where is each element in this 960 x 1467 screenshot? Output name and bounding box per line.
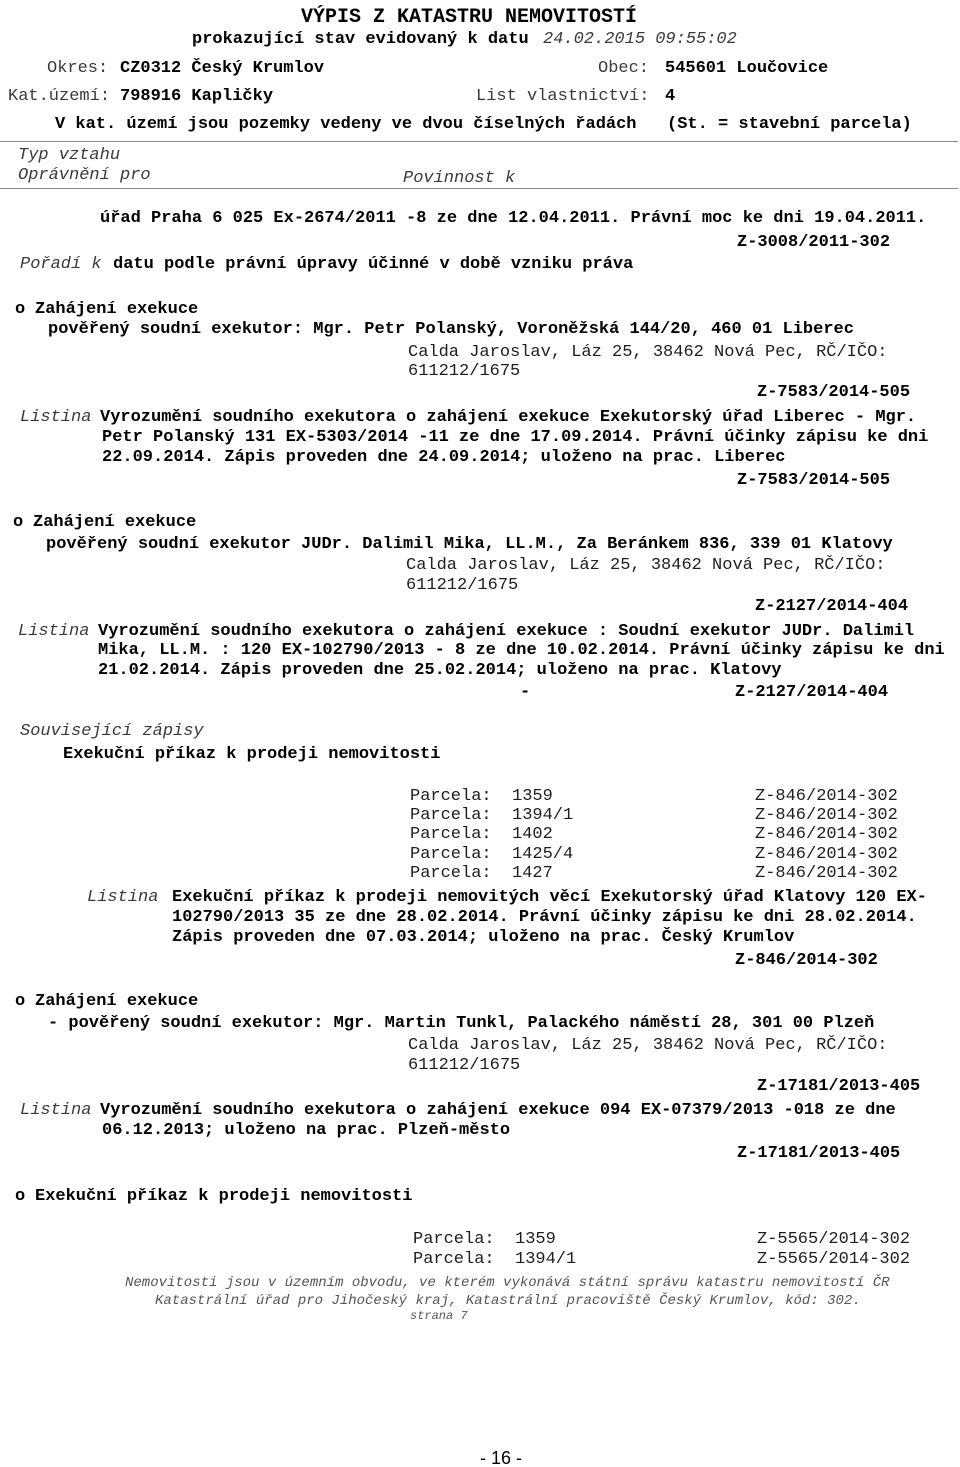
- parcel-number: 1394/1: [512, 806, 574, 825]
- reference-number: Z-7583/2014-505: [737, 471, 891, 490]
- entry-party-id: 611212/1675: [408, 362, 521, 381]
- parcel-label: Parcela:: [410, 825, 492, 844]
- column-povinnost-k: Povinnost k: [403, 169, 516, 188]
- numbering-legend: (St. = stavební parcela): [667, 115, 912, 134]
- parcel-number: 1359: [512, 787, 553, 806]
- obec-label: Obec:: [598, 59, 650, 78]
- listina-label: Listina: [20, 408, 92, 427]
- reference-number: Z-2127/2014-404: [755, 597, 909, 616]
- parcel-number: 1394/1: [515, 1250, 577, 1269]
- listina-line: 22.09.2014. Zápis proveden dne 24.09.2014; uloženo na prac. Liberec: [102, 448, 786, 467]
- listina-line: Vyrozumění soudního exekutora o zahájení exekuce 094 EX-07379/2013 -018 ze dne: [100, 1101, 896, 1120]
- page-number: - 16 -: [480, 1448, 523, 1467]
- parcel-ref: Z-846/2014-302: [755, 845, 898, 864]
- entry-executor: pověřený soudní exekutor JUDr. Dalimil Mika, LL.M., Za Beránkem 836, 339 01 Klatovy: [46, 535, 893, 554]
- parcel-ref: Z-5565/2014-302: [757, 1230, 911, 1249]
- listina-label: Listina: [20, 1101, 92, 1120]
- entry-party-id: 611212/1675: [406, 576, 519, 595]
- reference-number: Z-17181/2013-405: [757, 1077, 921, 1096]
- divider: [0, 188, 958, 189]
- reference-number: Z-3008/2011-302: [737, 233, 891, 252]
- listina-line: Petr Polanský 131 EX-5303/2014 -11 ze dne 17.09.2014. Právní účinky zápisu ke dni: [102, 428, 929, 447]
- parcel-number: 1402: [512, 825, 553, 844]
- parcel-number: 1425/4: [512, 845, 574, 864]
- parcel-label: Parcela:: [413, 1230, 495, 1249]
- entry-title: Exekuční příkaz k prodeji nemovitosti: [35, 1187, 413, 1206]
- listina-line: Vyrozumění soudního exekutora o zahájení exekuce : Soudní exekutor JUDr. Dalimil: [98, 622, 915, 641]
- entry-title: Zahájení exekuce: [35, 992, 199, 1011]
- parcel-ref: Z-846/2014-302: [755, 806, 898, 825]
- listina-line: Exekuční příkaz k prodeji nemovitých věcí Exekutorský úřad Klatovy 120 EX-: [172, 888, 927, 907]
- parcel-label: Parcela:: [413, 1250, 495, 1269]
- related-label: Související zápisy: [20, 722, 204, 741]
- poradi-label: Pořadí k: [20, 255, 102, 274]
- extract-datetime: 24.02.2015 09:55:02: [543, 30, 737, 49]
- parcel-label: Parcela:: [410, 864, 492, 883]
- listina-dash: -: [520, 683, 531, 702]
- subtitle: prokazující stav evidovaný k datu: [192, 30, 529, 49]
- list-vlastnictvi-value: 4: [665, 87, 676, 106]
- okres-label: Okres:: [47, 59, 109, 78]
- listina-line: Mika, LL.M. : 120 EX-102790/2013 - 8 ze dne 10.02.2014. Právní účinky zápisu ke dni: [98, 641, 945, 660]
- okres-value: CZ0312 Český Krumlov: [120, 59, 325, 78]
- reference-number: Z-7583/2014-505: [757, 383, 911, 402]
- kat-uzemi-label: Kat.území:: [8, 87, 111, 106]
- bullet-marker: o: [13, 513, 24, 532]
- kat-uzemi-value: 798916 Kapličky: [120, 87, 274, 106]
- reference-number: Z-17181/2013-405: [737, 1144, 901, 1163]
- list-vlastnictvi-label: List vlastnictví:: [476, 87, 650, 106]
- listina-line: 06.12.2013; uloženo na prac. Plzeň-město: [102, 1121, 511, 1140]
- reference-number: Z-846/2014-302: [735, 951, 878, 970]
- bullet-marker: o: [15, 992, 26, 1011]
- listina-line: Vyrozumění soudního exekutora o zahájení exekuce Exekutorský úřad Liberec - Mgr.: [100, 408, 917, 427]
- document-title: VÝPIS Z KATASTRU NEMOVITOSTÍ: [301, 6, 638, 29]
- parcel-ref: Z-5565/2014-302: [757, 1250, 911, 1269]
- listina-line: 102790/2013 35 ze dne 28.02.2014. Právní účinky zápisu ke dni 28.02.2014.: [172, 908, 917, 927]
- column-opravneni-pro: Oprávnění pro: [18, 166, 151, 185]
- poradi-text: datu podle právní úpravy účinné v době vzniku práva: [113, 255, 634, 274]
- entry-party: Calda Jaroslav, Láz 25, 38462 Nová Pec, RČ/IČO:: [408, 1036, 888, 1055]
- listina-line: 21.02.2014. Zápis proveden dne 25.02.2014; uloženo na prac. Klatovy: [98, 661, 782, 680]
- related-title: Exekuční příkaz k prodeji nemovitosti: [63, 745, 441, 764]
- entry-party: Calda Jaroslav, Láz 25, 38462 Nová Pec, RČ/IČO:: [406, 556, 886, 575]
- parcel-ref: Z-846/2014-302: [755, 787, 898, 806]
- entry-executor: pověřený soudní exekutor: Mgr. Petr Polanský, Voroněžská 144/20, 460 01 Liberec: [48, 320, 854, 339]
- obec-value: 545601 Loučovice: [665, 59, 829, 78]
- footer-page: strana 7: [410, 1309, 468, 1323]
- entry-title: Zahájení exekuce: [33, 513, 197, 532]
- entry-title: Zahájení exekuce: [35, 300, 199, 319]
- entry-party: Calda Jaroslav, Láz 25, 38462 Nová Pec, RČ/IČO:: [408, 343, 888, 362]
- listina-line: Zápis proveden dne 07.03.2014; uloženo na prac. Český Krumlov: [172, 928, 795, 947]
- parcel-ref: Z-846/2014-302: [755, 864, 898, 883]
- numbering-note: V kat. území jsou pozemky vedeny ve dvou číselných řadách: [55, 115, 637, 134]
- parcel-label: Parcela:: [410, 787, 492, 806]
- entry-party-id: 611212/1675: [408, 1056, 521, 1075]
- parcel-ref: Z-846/2014-302: [755, 825, 898, 844]
- parcel-label: Parcela:: [410, 845, 492, 864]
- footer-line: Katastrální úřad pro Jihočeský kraj, Katastrální pracoviště Český Krumlov, kód: 302.: [155, 1293, 861, 1309]
- parcel-number: 1427: [512, 864, 553, 883]
- bullet-marker: o: [15, 300, 26, 319]
- parcel-label: Parcela:: [410, 806, 492, 825]
- listina-label: Listina: [87, 888, 159, 907]
- divider: [0, 141, 958, 142]
- footer-line: Nemovitosti jsou v územním obvodu, ve kterém vykonává státní správu katastru nemovitostí ČR: [125, 1275, 890, 1291]
- continuation-text: úřad Praha 6 025 Ex-2674/2011 -8 ze dne 12.04.2011. Právní moc ke dni 19.04.2011.: [100, 209, 927, 228]
- bullet-marker: o: [15, 1187, 26, 1206]
- entry-executor: - pověřený soudní exekutor: Mgr. Martin Tunkl, Palackého náměstí 28, 301 00 Plzeň: [48, 1014, 875, 1033]
- reference-number: Z-2127/2014-404: [735, 683, 889, 702]
- parcel-number: 1359: [515, 1230, 556, 1249]
- column-typ-vztahu: Typ vztahu: [18, 146, 121, 165]
- listina-label: Listina: [18, 622, 90, 641]
